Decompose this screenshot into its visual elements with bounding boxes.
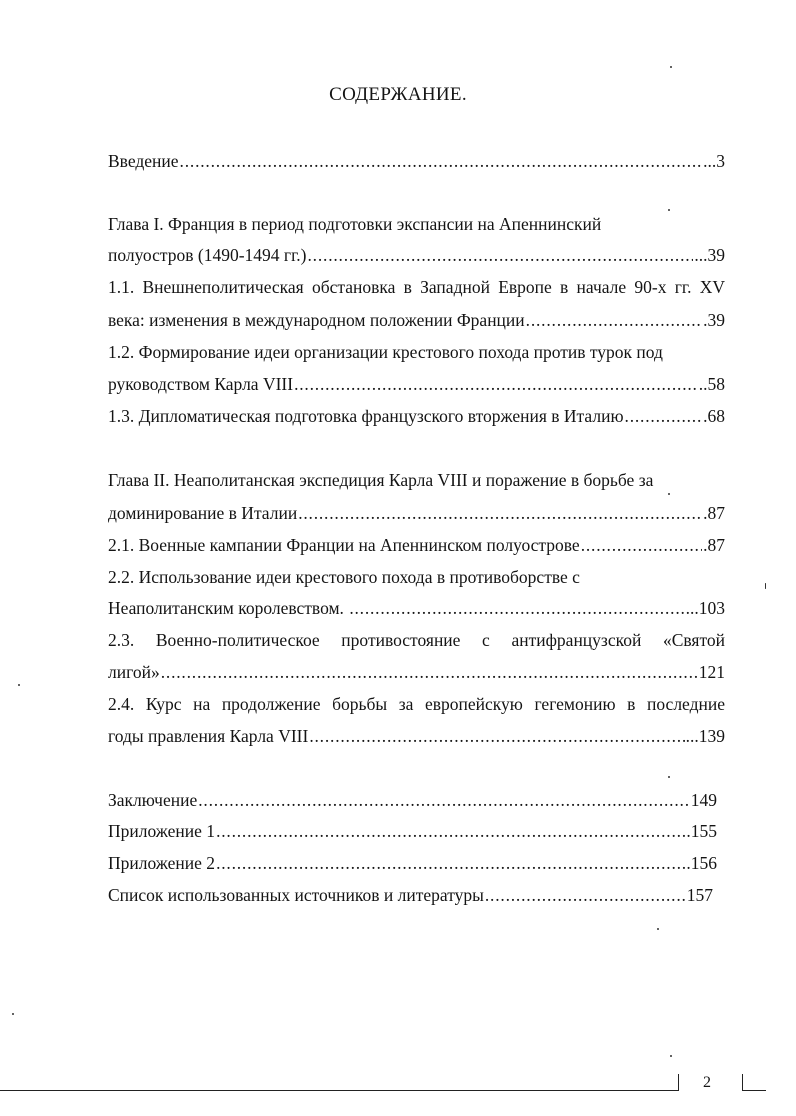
toc-page-number: 121 [698, 662, 725, 682]
scan-speck [668, 493, 670, 495]
page-number: 2 [703, 1074, 711, 1091]
leader-dots [161, 661, 698, 683]
toc-entry-title: Введение [108, 151, 179, 171]
toc-entry-section-1-3 [108, 405, 725, 427]
toc-page-number: .87 [703, 535, 725, 555]
toc-entry-title: Неаполитанским королевством. [108, 598, 349, 618]
toc-section-1-1-line1: 1.1. Внешнеполитическая обстановка в Западной Европе в начале 90-х гг. XV [108, 277, 725, 297]
toc-chapter-2-line1: Глава II. Неаполитанская экспедиция Карла VIII и поражение в борьбе за [108, 470, 654, 490]
toc-section-1-2-line1: 1.2. Формирование идеи организации крестового похода против турок под [108, 342, 663, 362]
toc-entry-appendix-2 [108, 852, 717, 874]
toc-page-number: .87 [703, 503, 725, 523]
leader-dots [485, 884, 686, 906]
toc-entry-title: Приложение 2 [108, 853, 216, 873]
toc-entry-intro [108, 150, 725, 172]
leader-dots [216, 852, 685, 874]
toc-entry-title: Заключение [108, 790, 198, 810]
toc-entry-chapter-2 [108, 502, 725, 524]
toc-entry-title: 2.1. Военные кампании Франции на Апеннинском полуострове [108, 535, 580, 555]
leader-dots [308, 244, 694, 266]
scan-speck [12, 1013, 14, 1015]
toc-page-number: .156 [686, 853, 717, 873]
toc-entry-section-1-1 [108, 309, 725, 331]
scan-speck [668, 209, 670, 211]
toc-entry-title: годы правления Карла VIII [108, 726, 309, 746]
leader-dots [581, 534, 702, 556]
leader-dots [526, 309, 702, 331]
scan-speck [670, 1055, 672, 1057]
toc-entry-title: полуостров (1490-1494 гг.) [108, 245, 307, 265]
toc-section-2-2-line1: 2.2. Использование идеи крестового похода в противоборстве с [108, 567, 580, 587]
toc-page-number: ...39 [694, 245, 725, 265]
toc-page-number: 157 [686, 885, 713, 905]
toc-entry-section-2-1 [108, 534, 725, 556]
scan-speck [657, 928, 659, 930]
toc-entry-title: лигой» [108, 662, 160, 682]
page-title: СОДЕРЖАНИЕ. [329, 84, 467, 105]
toc-entry-title: руководством Карла VIII [108, 374, 294, 394]
toc-entry-section-2-3 [108, 661, 725, 683]
toc-entry-title: Список использованных источников и литературы [108, 885, 484, 905]
toc-entry-section-2-4 [108, 725, 725, 747]
leader-dots [180, 150, 703, 172]
toc-page-number: ..103 [690, 598, 725, 618]
scan-speck [18, 684, 20, 686]
toc-page-number: .68 [703, 406, 725, 426]
toc-entry-appendix-1 [108, 820, 717, 842]
scan-speck [668, 776, 670, 778]
toc-entry-title: доминирование в Италии [108, 503, 298, 523]
toc-page-number: .39 [703, 310, 725, 330]
toc-page-number: ...3 [703, 151, 725, 171]
toc-page-number: .155 [686, 821, 717, 841]
leader-dots [198, 789, 690, 811]
toc-entry-chapter-1 [108, 244, 725, 266]
toc-entry-sources [108, 884, 713, 906]
toc-section-2-4-line1: 2.4. Курс на продолжение борьбы за европейскую гегемонию в последние [108, 694, 725, 714]
toc-page-number: 149 [690, 790, 717, 810]
toc-section-2-3-line1: 2.3. Военно-политическое противостояние с антифранцузской «Святой [108, 630, 725, 650]
toc-entry-section-1-2 [108, 373, 725, 395]
footer-rule-divider [678, 1074, 679, 1091]
scan-speck [765, 583, 766, 589]
leader-dots [349, 597, 689, 619]
toc-entry-title: 1.3. Дипломатическая подготовка французского вторжения в Италию [108, 406, 624, 426]
toc-chapter-1-line1: Глава I. Франция в период подготовки экспансии на Апеннинский [108, 214, 602, 234]
leader-dots [309, 725, 684, 747]
toc-entry-section-2-2 [108, 597, 725, 619]
leader-dots [298, 502, 702, 524]
footer-rule-right [742, 1090, 766, 1091]
toc-entry-conclusion [108, 789, 717, 811]
scan-speck [670, 66, 672, 68]
toc-entry-title: века: изменения в международном положении Франции [108, 310, 525, 330]
footer-rule-divider [742, 1074, 743, 1091]
leader-dots [625, 405, 703, 427]
leader-dots [294, 373, 698, 395]
footer-rule-left [0, 1090, 678, 1091]
toc-page-number: ...139 [685, 726, 725, 746]
toc-page-number: ..58 [698, 374, 725, 394]
leader-dots [216, 820, 685, 842]
toc-entry-title: Приложение 1 [108, 821, 216, 841]
